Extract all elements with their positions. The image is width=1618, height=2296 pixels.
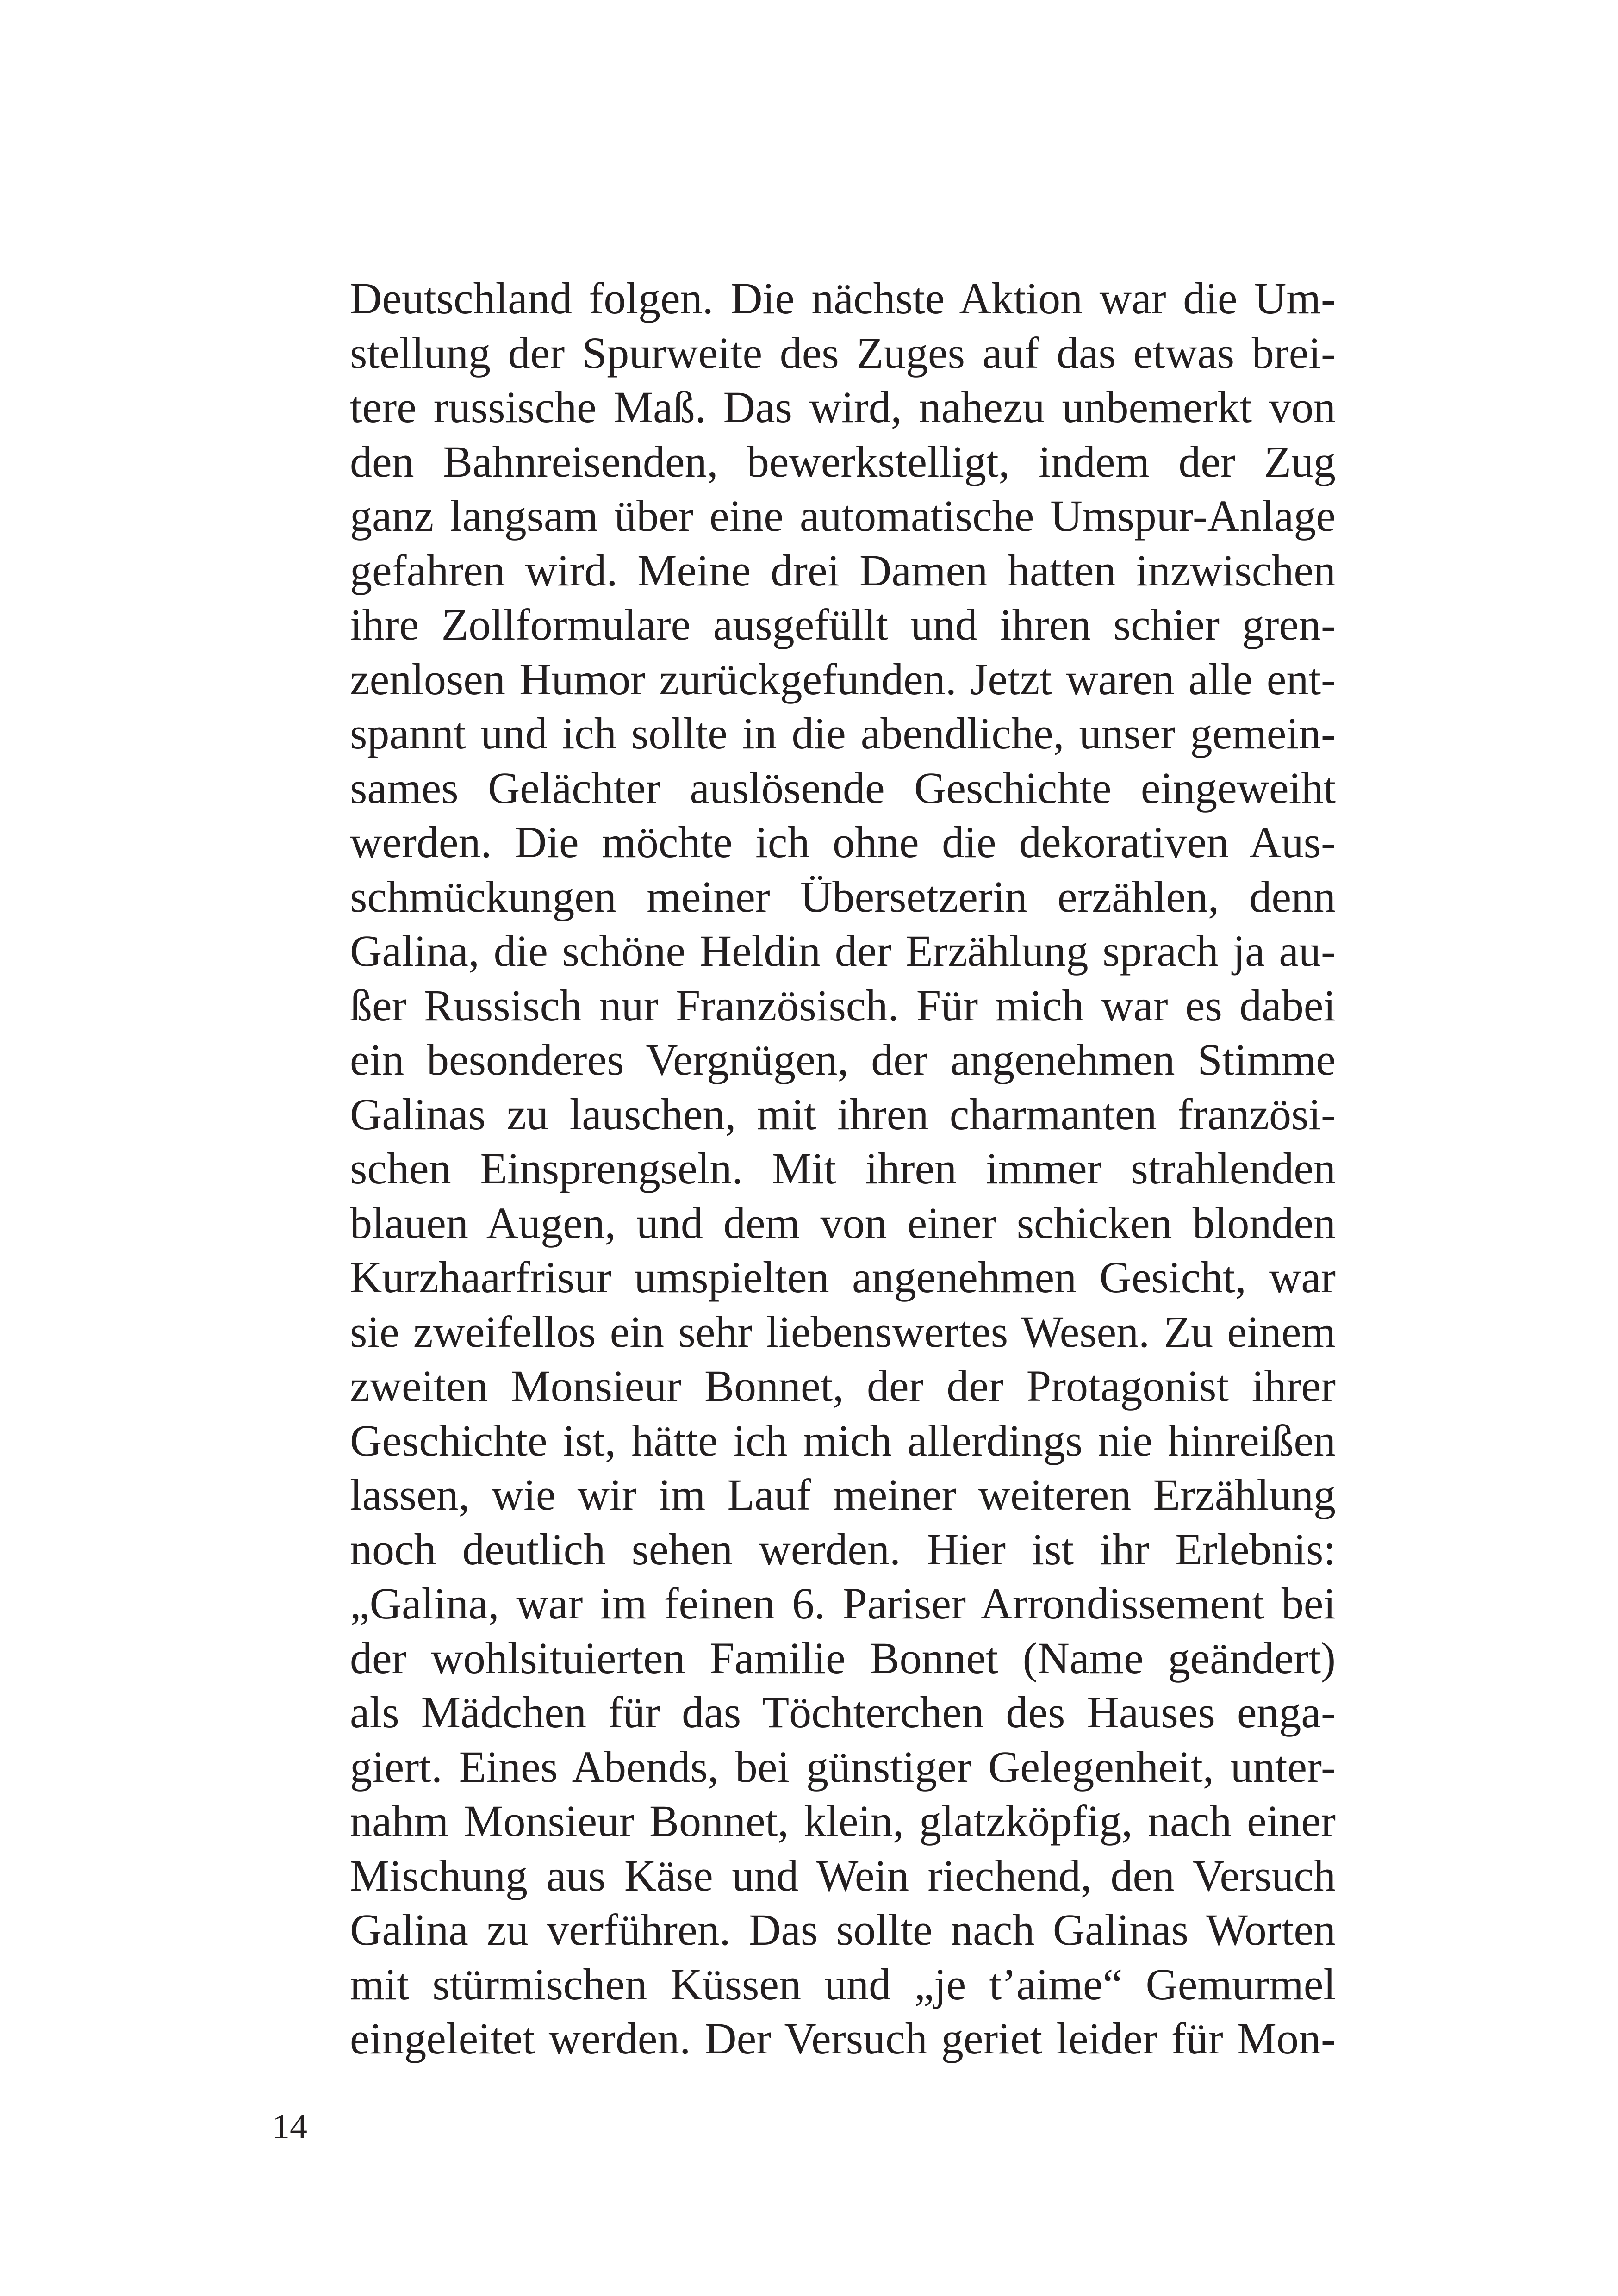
text-line: stellung der Spurweite des Zuges auf das etwas brei- bbox=[350, 328, 1336, 378]
text-line: sie zweifellos ein sehr liebenswertes Wesen. Zu einem bbox=[350, 1307, 1336, 1356]
text-line: tere russische Maß. Das wird, nahezu unbemerkt von bbox=[350, 382, 1336, 432]
text-line: blauen Augen, und dem von einer schicken blonden bbox=[350, 1198, 1336, 1248]
page-number: 14 bbox=[272, 2107, 307, 2146]
text-line: ihre Zollformulare ausgefüllt und ihren schier gren- bbox=[350, 600, 1336, 649]
text-line: Galinas zu lauschen, mit ihren charmanten französi- bbox=[350, 1089, 1336, 1139]
text-line: als Mädchen für das Töchterchen des Hauses enga- bbox=[350, 1687, 1336, 1737]
text-line: giert. Eines Abends, bei günstiger Gelegenheit, unter- bbox=[350, 1742, 1336, 1792]
text-line: zenlosen Humor zurückgefunden. Jetzt waren alle ent- bbox=[350, 654, 1336, 704]
text-line: ßer Russisch nur Französisch. Für mich war es dabei bbox=[350, 980, 1336, 1030]
text-line: den Bahnreisenden, bewerkstelligt, indem der Zug bbox=[350, 436, 1336, 486]
text-line: spannt und ich sollte in die abendliche, unser gemein- bbox=[350, 709, 1336, 758]
text-line: nahm Monsieur Bonnet, klein, glatzköpfig, nach einer bbox=[350, 1796, 1336, 1846]
text-line: Mischung aus Käse und Wein riechend, den Versuch bbox=[350, 1850, 1336, 1900]
text-line: schmückungen meiner Übersetzerin erzählen, denn bbox=[350, 871, 1336, 921]
text-line: eingeleitet werden. Der Versuch geriet leider für Mon- bbox=[350, 2014, 1336, 2063]
text-line: „Galina, war im feinen 6. Pariser Arrondissement bei bbox=[350, 1579, 1336, 1628]
text-line: Galina, die schöne Heldin der Erzählung sprach ja au- bbox=[350, 926, 1336, 976]
text-line: lassen, wie wir im Lauf meiner weiteren Erzählung bbox=[350, 1470, 1336, 1519]
text-line: der wohlsituierten Familie Bonnet (Name geändert) bbox=[350, 1633, 1336, 1683]
text-line: Deutschland folgen. Die nächste Aktion war die Um- bbox=[350, 274, 1336, 323]
text-line: sames Gelächter auslösende Geschichte eingeweiht bbox=[350, 763, 1336, 813]
text-line: schen Einsprengseln. Mit ihren immer strahlenden bbox=[350, 1144, 1336, 1193]
text-line: Geschichte ist, hätte ich mich allerdings nie hinreißen bbox=[350, 1415, 1336, 1465]
text-line: ganz langsam über eine automatische Umspur-Anlage bbox=[350, 491, 1336, 541]
text-line: noch deutlich sehen werden. Hier ist ihr Erlebnis: bbox=[350, 1524, 1336, 1574]
text-line: mit stürmischen Küssen und „je t’aime“ Gemurmel bbox=[350, 1959, 1336, 2009]
text-line: werden. Die möchte ich ohne die dekorativen Aus- bbox=[350, 817, 1336, 867]
text-line: Kurzhaarfrisur umspielten angenehmen Gesicht, war bbox=[350, 1252, 1336, 1302]
text-line: zweiten Monsieur Bonnet, der der Protagonist ihrer bbox=[350, 1361, 1336, 1411]
text-line: ein besonderes Vergnügen, der angenehmen Stimme bbox=[350, 1035, 1336, 1084]
text-line: gefahren wird. Meine drei Damen hatten inzwischen bbox=[350, 545, 1336, 595]
text-line: Galina zu verführen. Das sollte nach Galinas Worten bbox=[350, 1905, 1336, 1954]
body-text bbox=[350, 271, 1336, 2066]
